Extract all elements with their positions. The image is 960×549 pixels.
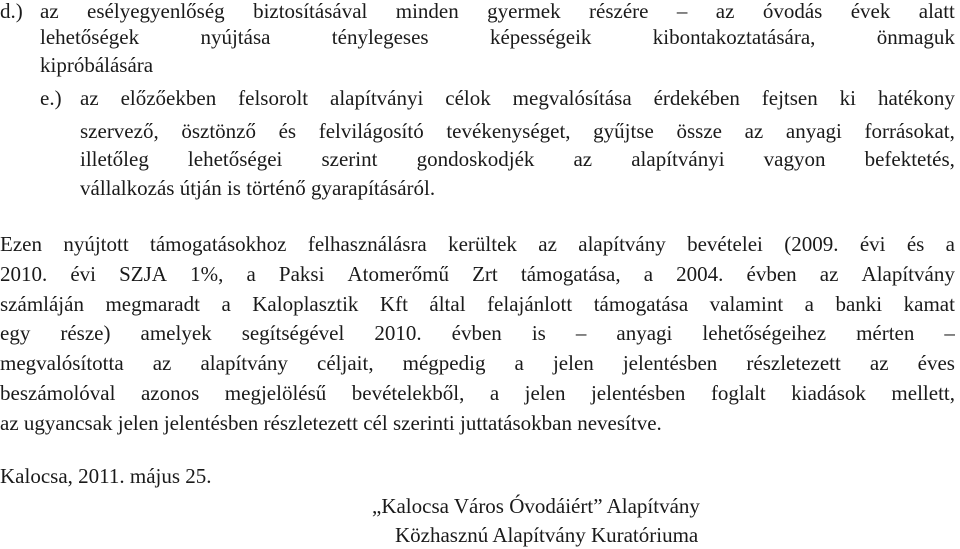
word: vagyon [763,147,826,171]
word: befektetés, [864,147,955,171]
word: számláján [0,292,84,316]
word: ösztönző [181,119,256,143]
word: 2010. [374,321,422,345]
word: felsorolt [238,86,309,110]
word: egy [0,321,31,345]
word: anyagi [785,119,842,143]
word: évi [70,262,97,286]
word: banki [835,292,883,316]
word: esélyegyenlőség [87,0,225,23]
word: megvalósítása [512,86,632,110]
word: óvodás [762,0,823,23]
word: biztosításával [253,0,368,23]
word: ténylegeses [331,25,429,49]
word: megjelölésű [224,381,327,405]
word: alapítvány [200,351,288,375]
word: a [489,381,500,405]
item-e-line-2 [80,118,955,144]
paragraph-line-7: az ugyancsak jelen jelentésben részletezett cél szerinti juttatásokban nevesítve. [0,411,662,435]
word: segítségével [241,321,345,345]
word: valamint [709,292,784,316]
word: – [676,0,688,23]
word: anyagi [616,321,673,345]
word: tevékenységet, [446,119,571,143]
word: Alapítvány [861,262,955,286]
item-e-line-4: vállalkozás útján is történő gyarapításáról. [80,176,436,200]
item-d-marker: d.) [0,0,23,23]
word: és [906,232,925,256]
word: évben [746,262,797,286]
word: 1%, [190,262,224,286]
word: (2009. [784,232,839,256]
word: alatt [918,0,955,23]
word: foglalt [710,381,766,405]
word: lehetőségek [40,25,140,49]
item-d-line-2 [40,24,955,50]
word: Ezen [0,232,42,256]
word: részére [589,0,649,23]
word: kibontakoztatására, [652,25,816,49]
word: gyermek [487,0,561,23]
item-d-line-3: kipróbálására [40,53,154,77]
word: éves [917,351,955,375]
word: az [744,119,764,143]
word: lehetőségeihez [702,321,827,345]
word: szervező, [80,119,159,143]
word: jelentésben [590,381,686,405]
word: része) [60,321,111,345]
item-e-line-1 [80,85,955,111]
word: célok [445,86,491,110]
word: a [246,262,256,286]
word: Kaloplasztik [252,292,359,316]
word: érdekében [653,86,740,110]
word: bevételekből, [351,381,465,405]
word: Zrt [472,262,498,286]
word: alapítvány [578,232,666,256]
board-name: Közhasznú Alapítvány Kuratóriuma [395,523,699,547]
paragraph-line-2 [0,261,955,287]
word: céljait, [317,351,374,375]
word: megvalósította [0,351,124,375]
word: illetőleg [80,147,149,171]
word: a [804,292,814,316]
word: felajánlott [487,292,573,316]
word: az [40,0,59,23]
word: 2004. [676,262,724,286]
word: az [80,86,99,110]
word: hatékony [877,86,955,110]
word: mellett, [891,381,955,405]
word: gyűjtse [593,119,654,143]
word: megmaradt [105,292,200,316]
word: nyújtása [200,25,271,49]
paragraph-line-5 [0,350,955,376]
word: felvilágosító [318,119,424,143]
word: alapítványi [631,147,725,171]
word: önmaguk [876,25,955,49]
word: támogatása [593,292,689,316]
word: forrásokat, [864,119,955,143]
word: lehetőségei [187,147,283,171]
word: a [945,232,955,256]
word: az [819,262,839,286]
word: az [869,351,889,375]
word: kamat [903,292,955,316]
word: jelen [524,381,566,405]
word: bevételei [687,232,763,256]
word: jelentésben [622,351,718,375]
item-e-marker: e.) [40,86,62,110]
word: Atomerőmű [347,262,449,286]
word: 2010. [0,262,48,286]
word: által [429,292,466,316]
word: fejtsen [761,86,818,110]
word: részletezett [746,351,841,375]
word: és [278,119,297,143]
word: mérten [856,321,915,345]
word: felhasználásra [307,232,427,256]
word: évben [451,321,502,345]
word: az [152,351,172,375]
word: – [944,321,955,345]
word: össze [676,119,722,143]
word: az [538,232,557,256]
paragraph-line-3 [0,291,955,317]
word: a [221,292,231,316]
word: beszámolóval [0,381,116,405]
word: kiadások [791,381,866,405]
place-date: Kalocsa, 2011. május 25. [0,464,212,488]
word: Kft [379,292,408,316]
word: SZJA [119,262,167,286]
word: – [575,321,587,345]
word: Paksi [278,262,325,286]
word: nyújtott [63,232,129,256]
word: támogatása, [520,262,621,286]
word: kerültek [448,232,517,256]
word: ki [839,86,857,110]
word: a [514,351,524,375]
word: az [715,0,735,23]
word: az [573,147,593,171]
word: támogatásokhoz [150,232,287,256]
paragraph-line-6 [0,380,955,406]
word: alapítványi [330,86,424,110]
item-e-line-3 [80,146,955,172]
word: is [531,321,546,345]
foundation-name: „Kalocsa Város Óvodáiért” Alapítvány [372,494,700,518]
word: a [643,262,654,286]
word: azonos [140,381,200,405]
word: mégpedig [402,351,486,375]
paragraph-line-4 [0,320,955,346]
word: évek [850,0,891,23]
word: előzőekben [120,86,217,110]
word: minden [395,0,459,23]
word: amelyek [140,321,212,345]
word: jelen [552,351,594,375]
word: évi [859,232,886,256]
word: szerint [321,147,378,171]
word: képességeik [489,25,592,49]
word: gondoskodjék [416,147,535,171]
item-d-line-1 [40,0,955,24]
paragraph-line-1 [0,231,955,257]
